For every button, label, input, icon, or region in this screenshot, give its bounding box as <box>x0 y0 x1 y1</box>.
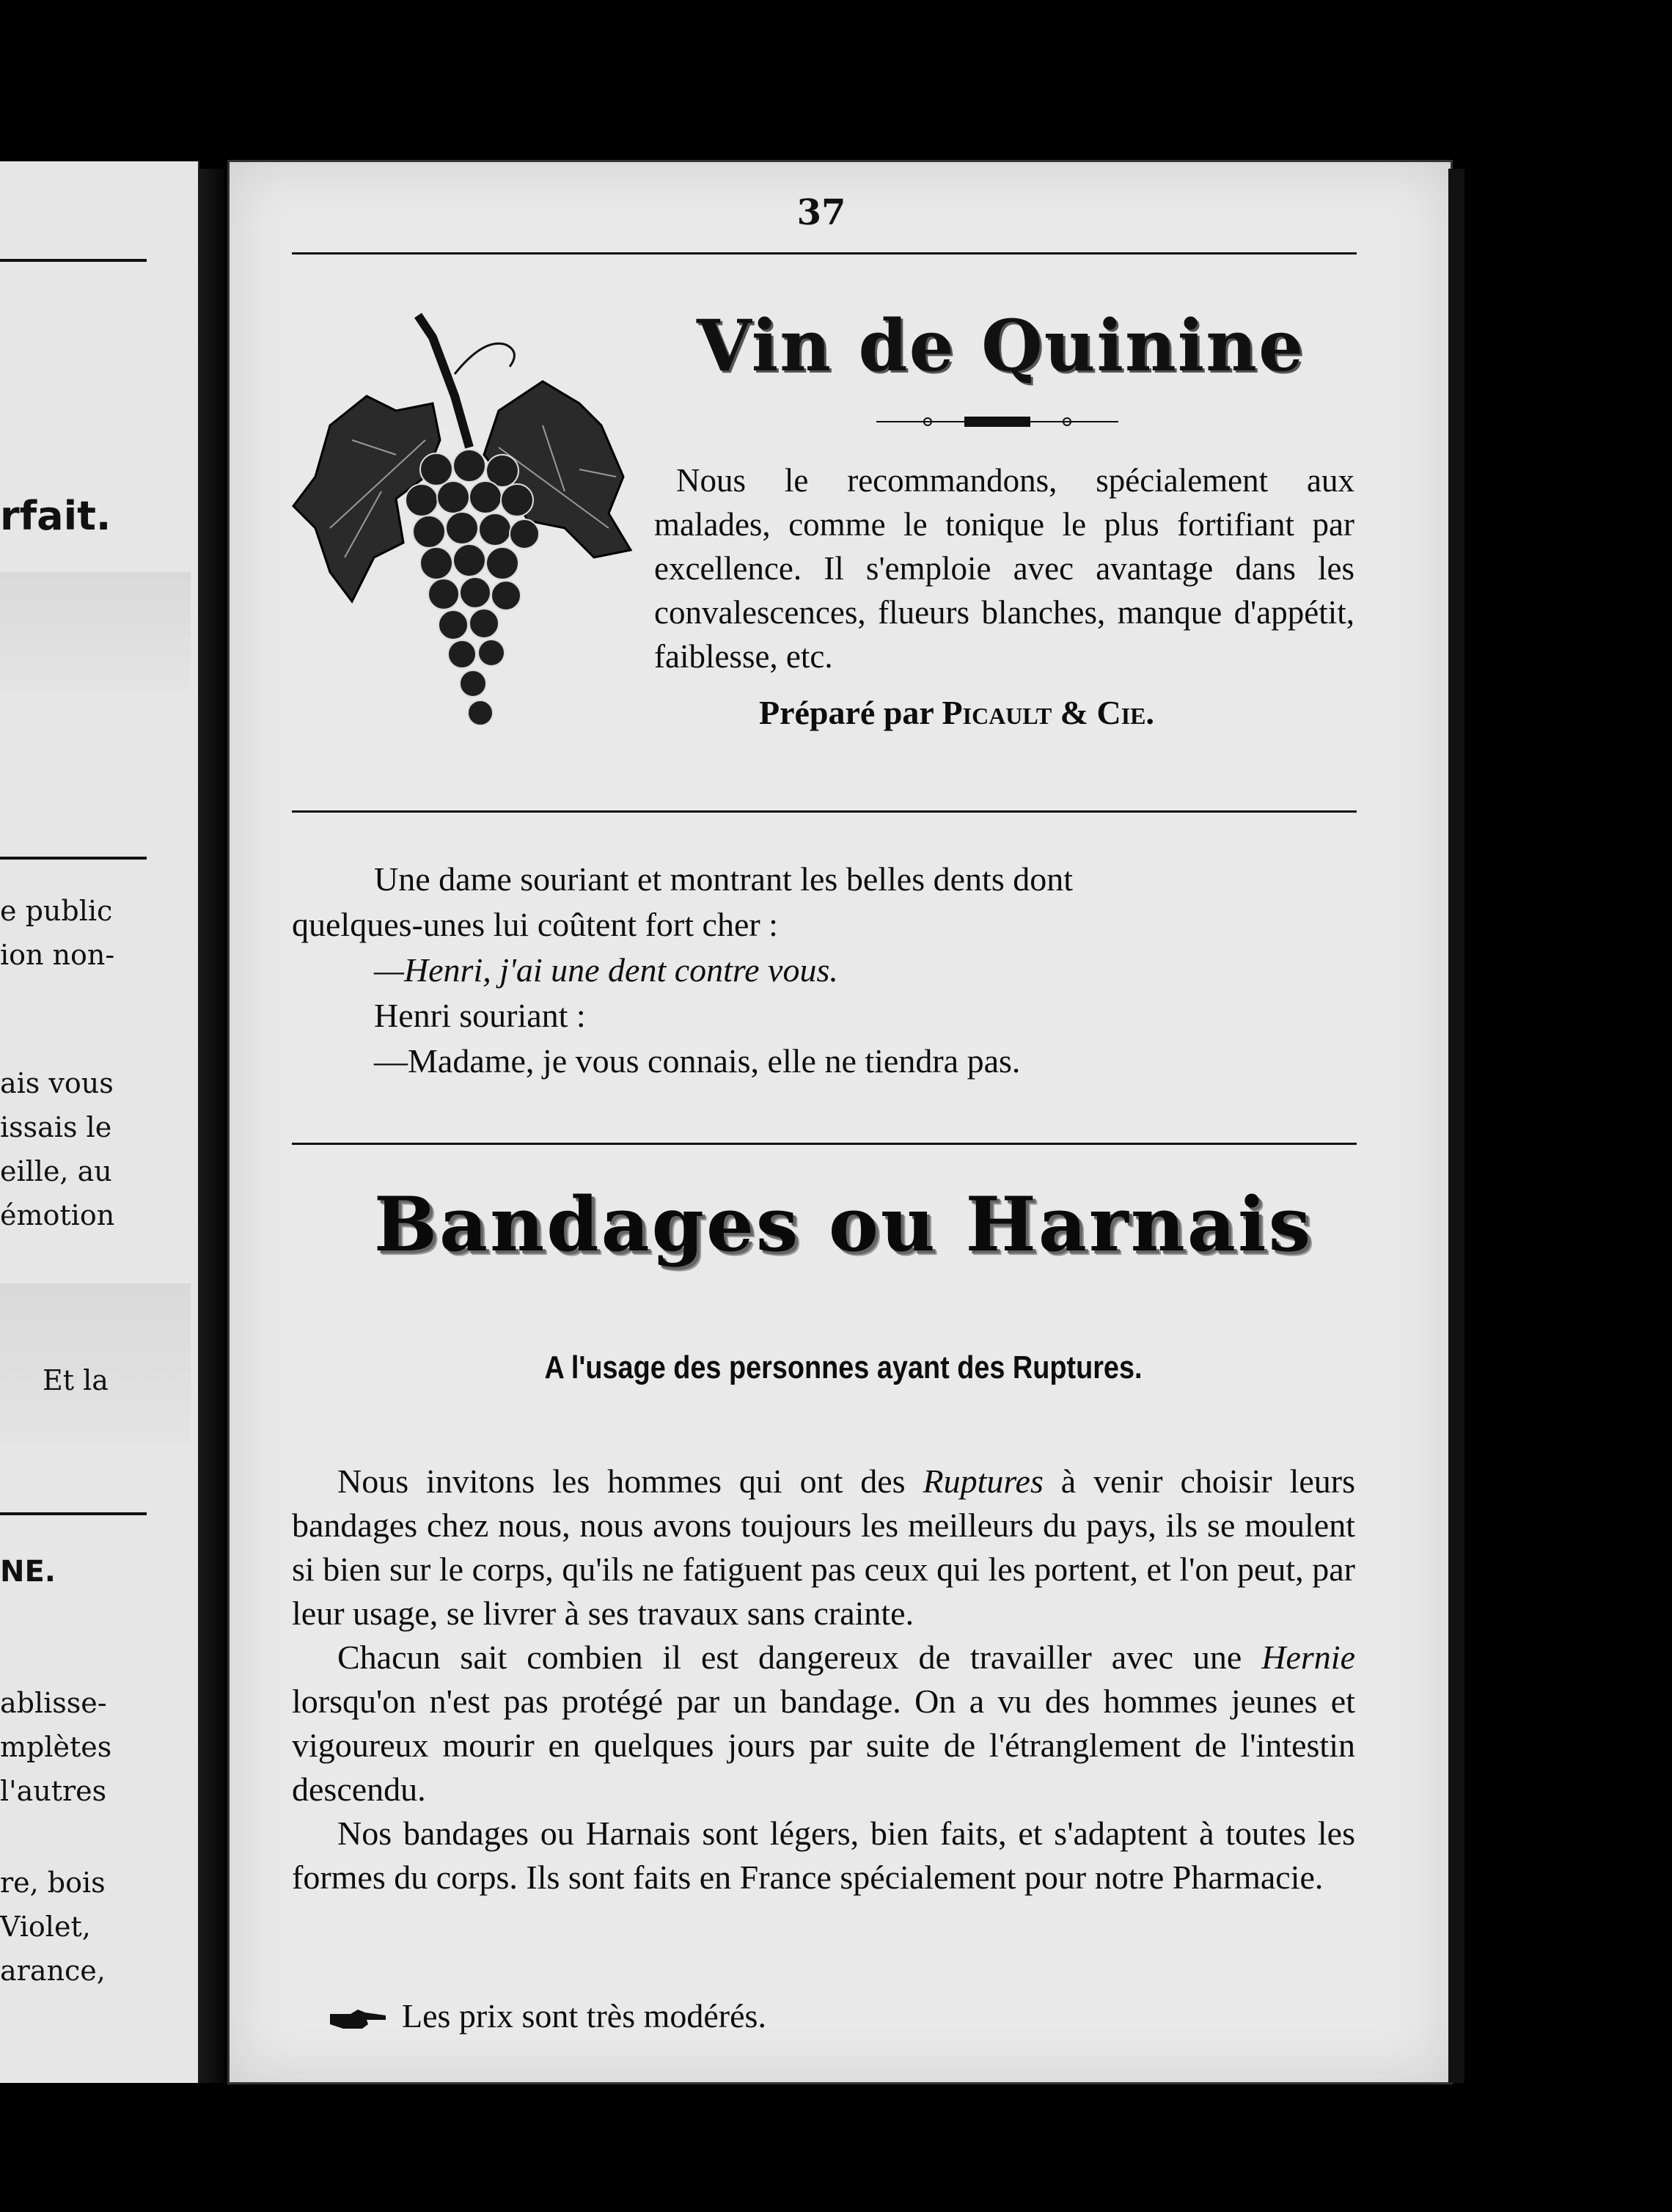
left-line-5: issais le <box>0 1111 112 1143</box>
ad2-paragraph-2 <box>292 1636 1355 1812</box>
left-rule-top <box>0 259 147 262</box>
left-line-15: arance, <box>0 1955 106 1987</box>
anecdote-line-3: —Henri, j'ai une dent contre vous. <box>374 951 838 989</box>
left-line-9: NE. <box>0 1555 56 1589</box>
ad2-p1-italic: Ruptures <box>923 1462 1044 1500</box>
left-line-12: l'autres <box>0 1775 107 1807</box>
left-line-7: émotion <box>0 1199 115 1231</box>
ad2-p1-text-a: Nous invitons les hommes qui ont des <box>337 1462 923 1500</box>
ad2-p2-text-a: Chacun sait combien il est dangereux de travailler avec une <box>337 1638 1262 1676</box>
ad2-footer: Les prix sont très modérés. <box>402 1997 766 2035</box>
anecdote <box>292 857 1355 1084</box>
left-line-14: Violet, <box>0 1911 91 1943</box>
page-number: 37 <box>796 192 846 233</box>
anecdote-line-4: Henri souriant : <box>374 997 586 1034</box>
anecdote-line-1: Une dame souriant et montrant les belles dents dont <box>374 860 1073 898</box>
ad1-signature <box>759 693 1154 732</box>
left-rule-2 <box>0 857 147 860</box>
ad1-title: Vin de Quinine <box>697 304 1305 387</box>
left-line-2: e public <box>0 895 113 927</box>
ad2-paragraph-3: Nos bandages ou Harnais sont légers, bien faits, et s'adaptent à toutes les formes du corps. Ils sont faits en France spécialement pour notre Pharmacie. <box>292 1814 1355 1896</box>
left-line-3: ion non- <box>0 939 115 971</box>
left-line-6: eille, au <box>0 1155 112 1187</box>
left-line-8: Et la <box>43 1364 109 1396</box>
left-line-10: ablisse- <box>0 1687 107 1719</box>
grape-bunch-icon <box>286 308 660 748</box>
left-faded-block <box>0 572 191 689</box>
rule-after-ad1 <box>292 810 1357 813</box>
anecdote-line-2: quelques-unes lui coûtent fort cher : <box>292 906 778 943</box>
ornament-divider-icon <box>876 411 1118 433</box>
ad1-description <box>654 458 1354 678</box>
ad2-paragraph-1 <box>292 1460 1355 1636</box>
page-edge-shadow <box>1448 169 1464 2083</box>
top-rule <box>292 252 1357 254</box>
ad2-subtitle: A l'usage des personnes ayant des Ruptures. <box>544 1349 1143 1385</box>
ad1-signature-name: Picault & Cie. <box>942 694 1154 731</box>
rule-after-anecdote <box>292 1143 1357 1145</box>
ad2-p2-text-b: lorsqu'on n'est pas protégé par un bandage. On a vu des hommes jeunes et vigoureux mourir en quelques jours par suite de l'étranglement de l'intestin descendu. <box>292 1682 1355 1808</box>
ad2-title: Bandages ou Harnais <box>373 1181 1313 1269</box>
ad1-signature-prefix: Préparé par <box>759 694 934 731</box>
anecdote-line-5: —Madame, je vous connais, elle ne tiendra pas. <box>374 1042 1021 1080</box>
ad2-p2-italic: Hernie <box>1261 1638 1355 1676</box>
left-line-1: rfait. <box>0 493 111 539</box>
left-page-fragment <box>0 161 199 2083</box>
ad1-paragraph: Nous le recommandons, spécialement aux malades, comme le tonique le plus fortifiant par excellence. Il s'emploie avec avantage dans les convalescences, flueurs blanches, manque d'appétit, faiblesse, etc. <box>654 462 1354 675</box>
left-line-13: re, bois <box>0 1867 106 1899</box>
book-gutter <box>198 169 224 2083</box>
left-rule-3 <box>0 1512 147 1515</box>
ad2-p1-text-b: à venir choisir leurs bandages chez nous, nous avons toujours les meilleurs du pays, ils se moulent si bien sur le corps, qu'ils ne fatiguent pas ceux qui les portent, et l'on peut, par leur usage, se livrer à ses travaux sans crainte. <box>292 1462 1355 1632</box>
ad2-body <box>292 1460 1355 1900</box>
left-line-11: mplètes <box>0 1731 112 1763</box>
left-line-4: ais vous <box>0 1067 114 1099</box>
pointing-hand-icon <box>329 2007 387 2032</box>
